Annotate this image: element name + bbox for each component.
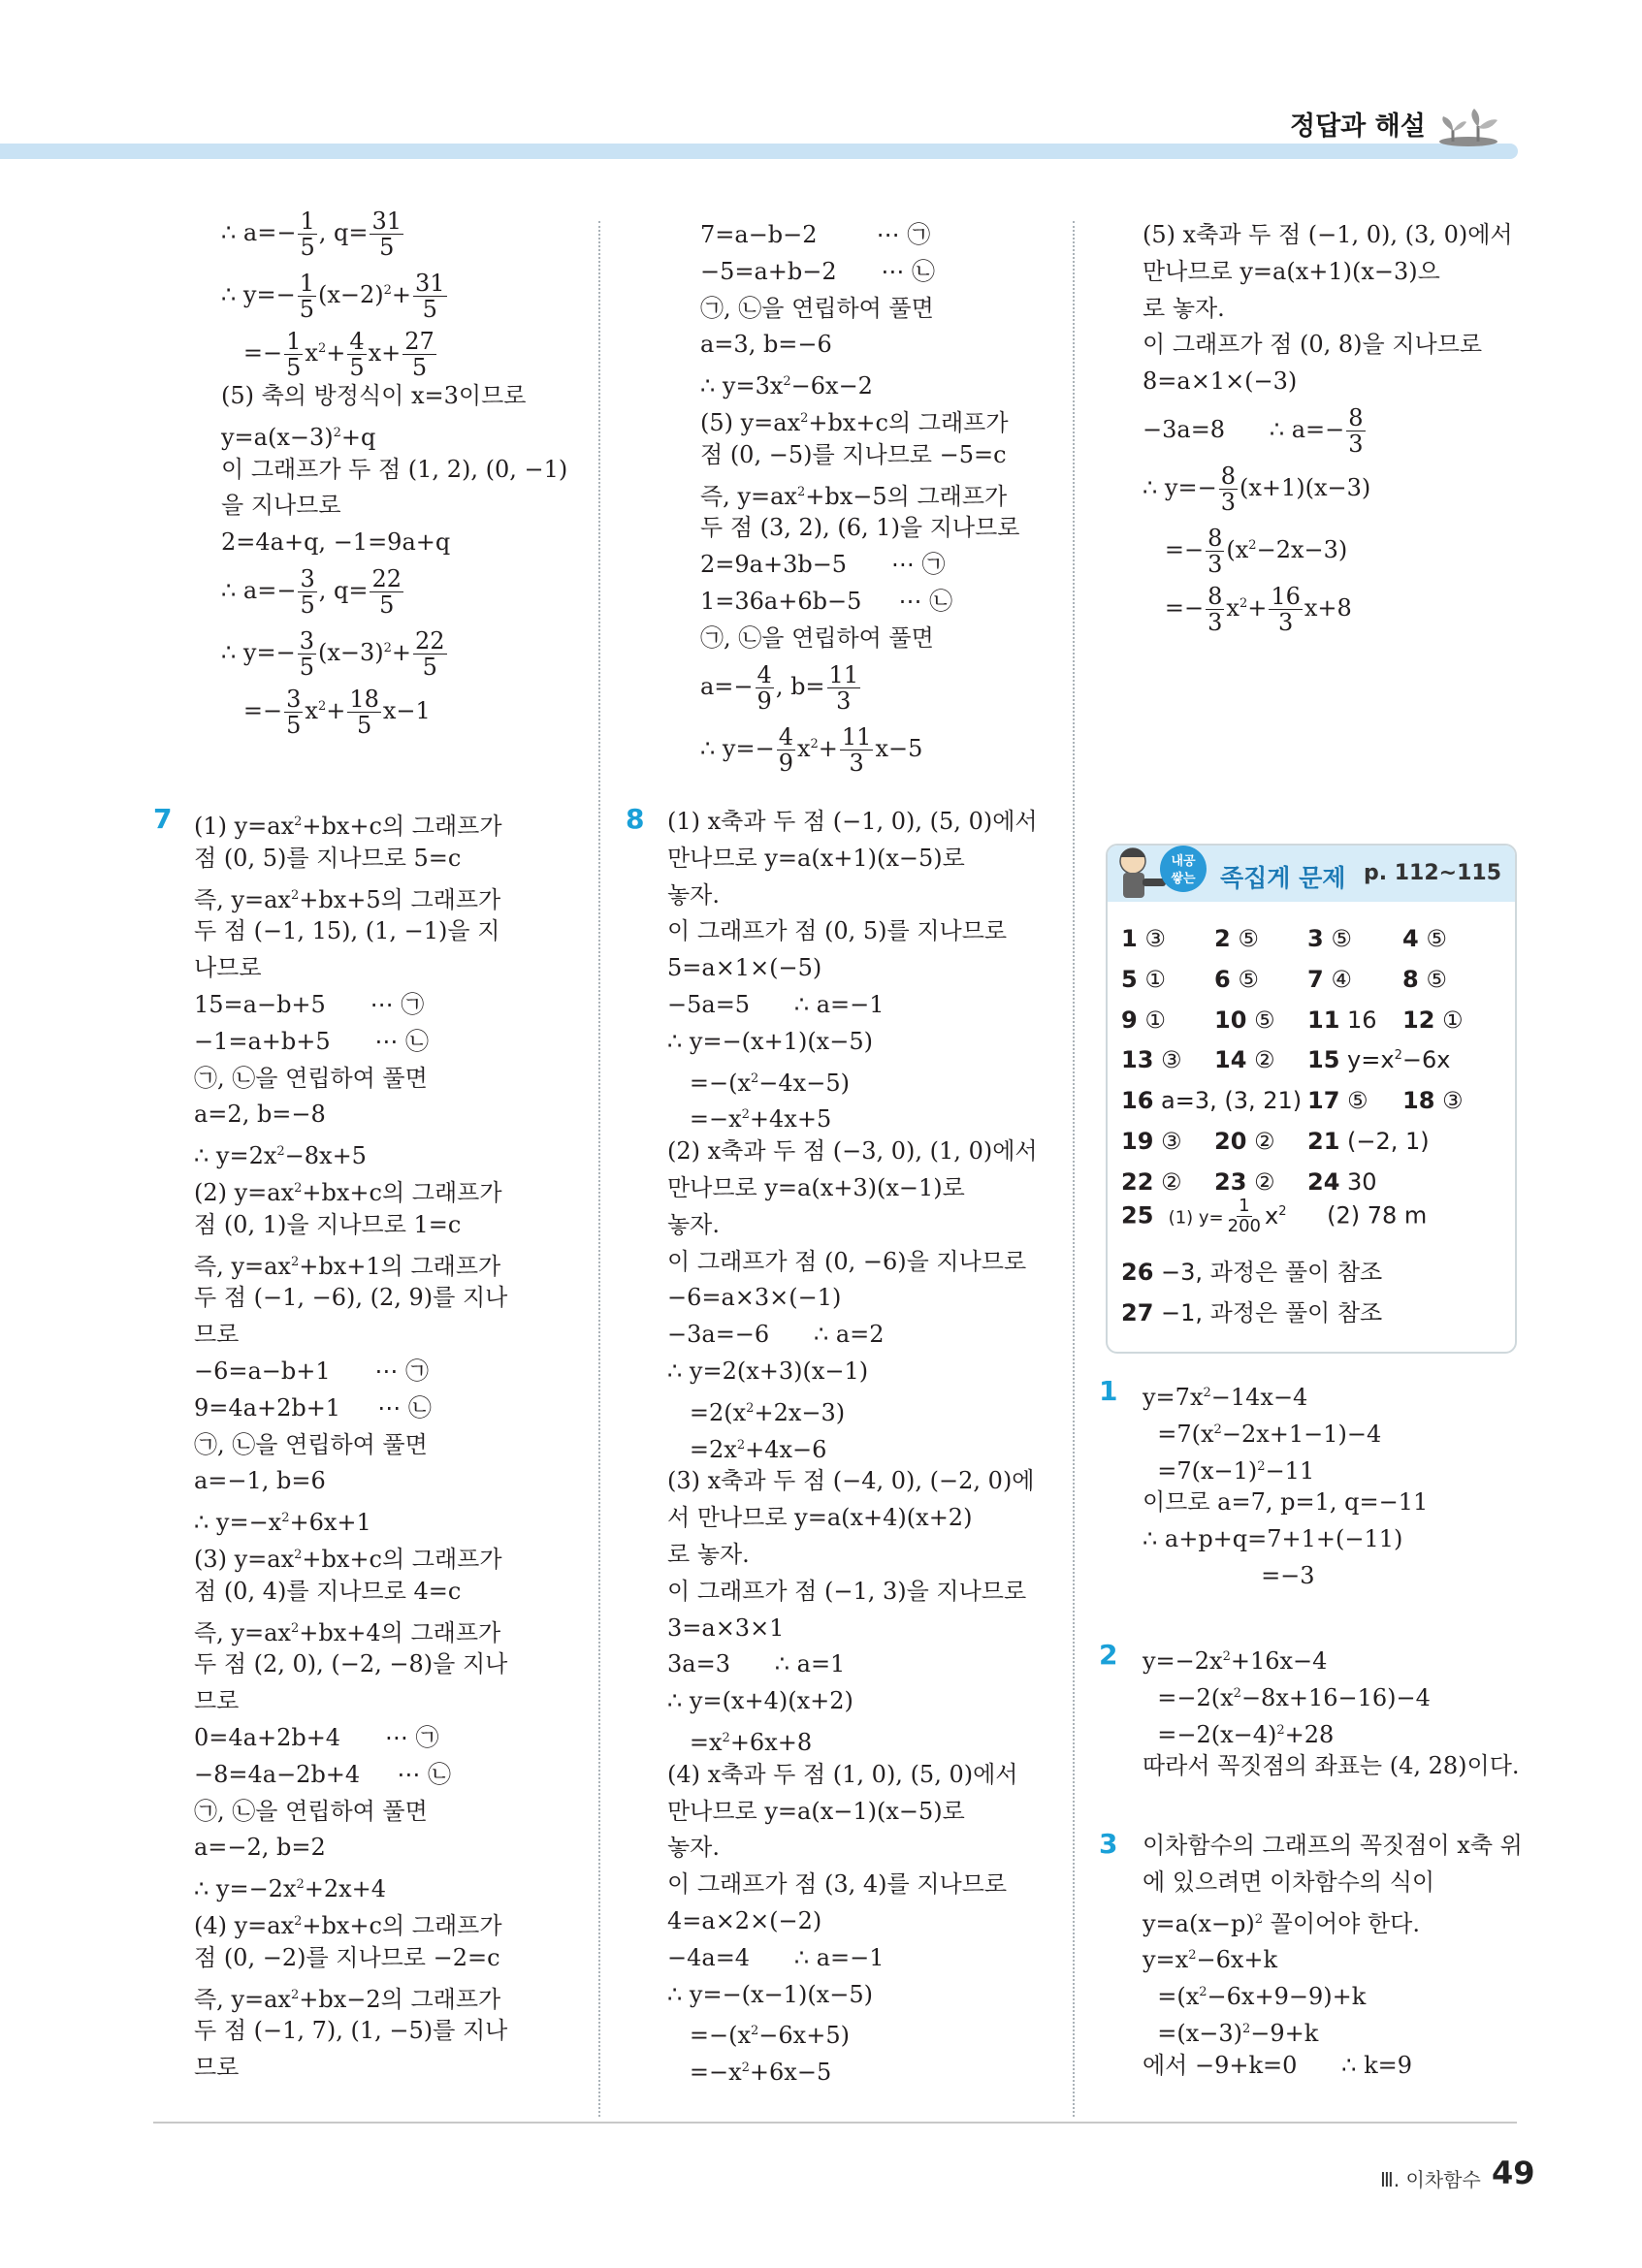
solution-line: (5) $y=ax^2+bx+c$의 그래프가 [700,408,1009,436]
solution-line: $=(x^2-6x+9-9)+k$ [1143,1983,1367,2011]
solution-line: 두 점 (−1, 7), (1, −5)를 지나 [194,2017,508,2045]
solution-line: ∴ y=− $\frac{8}{3}$ (x+1)(x−3) [1143,462,1371,516]
fraction: $\frac{11}{3}$ [841,722,872,777]
solution-number-3: 3 [1099,1828,1118,1860]
column-divider-2 [1073,221,1075,2117]
solution-line: 즉, $y=ax^2+bx+5$의 그래프가 [194,885,501,913]
solution-line: $y=a(x-3)^2+q$ [221,423,376,451]
answer-key-header [1108,846,1515,902]
solution-line: 따라서 꼭짓점의 좌표는 (4, 28)이다. [1143,1752,1520,1780]
solution-line: $=-(x^2-4x-5)$ [667,1069,850,1097]
solution-line: 만나므로 y=a(x+1)(x−5)로 [667,844,965,872]
solution-line: 이 그래프가 점 (0, −6)을 지나므로 [667,1247,1027,1275]
solution-line: $=-x^2+6x-5$ [667,2059,832,2087]
footer-chapter: Ⅲ. 이차함수 [1380,2168,1481,2191]
problem-number-8: 8 [626,803,645,835]
fraction: $\frac{8}{3}$ [1220,462,1236,516]
solution-line: (3) $y=ax^2+bx+c$의 그래프가 [194,1545,502,1573]
fraction: $\frac{4}{9}$ [778,722,793,777]
answer-14: 14 ② [1214,1046,1275,1074]
solution-line: 점 (0, −2)를 지나므로 −2=c [194,1943,500,1971]
solution-line: $=2x^2+4x-6$ [667,1435,827,1463]
footer-rule [153,2122,1517,2124]
solution-continuation-col3 [1143,217,1513,636]
answer-26: 26 −3, 과정은 풀이 참조 [1121,1259,1383,1286]
solution-line: a=2, b=−8 [194,1101,326,1129]
header-title: 정답과 해설 [1290,112,1426,142]
solution-line: −5=a+b−2 ⋯ ㉡ [700,257,936,285]
solution-line: (4) $y=ax^2+bx+c$의 그래프가 [194,1911,502,1939]
solution-line: ∴ $y=3x^2-6x-2$ [700,372,873,400]
solution-line: 로 놓자. [1143,294,1225,322]
solution-line: =− $\frac{3}{5}$ $x^2+$ $\frac{18}{5}$ x−1 [221,685,431,739]
solution-line: ㉠, ㉡을 연립하여 풀면 [700,294,934,322]
solution-line: 에서 −9+k=0 ∴ k=9 [1143,2051,1413,2079]
solution-line: 므로 [194,1687,240,1715]
solution-continuation-col2 [700,217,1020,777]
solution-line: 만나므로 y=a(x−1)(x−5)로 [667,1797,965,1825]
solution-line: (1) $y=ax^2+bx+c$의 그래프가 [194,813,502,840]
answer-13: 13 ③ [1121,1046,1182,1074]
answer-key-title: 족집게 문제 [1220,864,1346,892]
solution-line: ㉠, ㉡을 연립하여 풀면 [194,1064,428,1092]
solution-2 [1143,1639,1520,1785]
solution-line: a=−1, b=6 [194,1467,326,1495]
solution-line: 만나므로 y=a(x+1)(x−3)으 [1143,257,1440,285]
problem-7-solution [194,804,507,2087]
solution-line: −3a=−6 ∴ a=2 [667,1321,885,1349]
solution-line: 9=4a+2b+1 ⋯ ㉡ [194,1393,432,1421]
solution-3 [1143,1828,1523,2085]
answer-key-panel [1106,844,1517,1354]
solution-line: (2) x축과 두 점 (−3, 0), (1, 0)에서 [667,1137,1038,1166]
solution-line: ㉠, ㉡을 연립하여 풀면 [700,623,934,652]
solution-line: 즉, $y=ax^2+bx+1$의 그래프가 [194,1252,501,1280]
solution-line: 놓자. [667,880,720,909]
fraction: $\frac{3}{5}$ [300,564,315,619]
header-bar [0,144,1518,159]
solution-line: 로 놓자. [667,1540,750,1568]
solution-line: ∴ y=2(x+3)(x−1) [667,1357,869,1385]
answer-3: 3 ⑤ [1307,925,1352,952]
solution-line: 점 (0, 5)를 지나므로 5=c [194,844,462,872]
answer-23: 23 ② [1214,1167,1275,1196]
solution-line: 이차함수의 그래프의 꼭짓점이 x축 위 [1143,1832,1523,1859]
answer-9: 9 ① [1121,1006,1166,1034]
solution-line: $y=-2x^2+16x-4$ [1143,1647,1328,1675]
fraction: $\frac{1}{5}$ [286,328,302,381]
solution-line: 두 점 (−1, 15), (1, −1)을 지 [194,917,500,945]
solution-continuation-col1 [221,204,568,739]
answer-8: 8 ⑤ [1402,965,1447,993]
fraction: $\frac{27}{5}$ [404,328,435,381]
solution-line: 2=4a+q, −1=9a+q [221,528,451,557]
solution-line: 점 (0, 1)을 지나므로 1=c [194,1210,462,1238]
column-divider-1 [598,221,600,2117]
answer-2: 2 ⑤ [1214,925,1259,952]
solution-line: (1) x축과 두 점 (−1, 0), (5, 0)에서 [667,808,1038,835]
solution-line: 4=a×2×(−2) [667,1906,822,1934]
solution-line: ∴ a+p+q=7+1+(−11) [1143,1525,1403,1553]
solution-line: $=x^2+6x+8$ [667,1728,813,1756]
fraction: $\frac{8}{3}$ [1207,524,1223,578]
solution-line: 15=a−b+5 ⋯ ㉠ [194,990,425,1018]
solution-line: 만나므로 y=a(x+3)(x−1)로 [667,1173,965,1201]
solution-line: $=7(x-1)^2-11$ [1143,1456,1315,1485]
solution-line: a=− $\frac{4}{9}$ , b= $\frac{11}{3}$ [700,660,859,715]
fraction: $\frac{31}{5}$ [371,208,402,261]
answer-6: 6 ⑤ [1214,965,1259,993]
page-number: 49 [1492,2155,1535,2191]
solution-line: 에 있으려면 이차함수의 식이 [1143,1868,1435,1896]
fraction: $\frac{22}{5}$ [415,626,445,681]
solution-line: −5a=5 ∴ a=−1 [667,990,885,1018]
mascot-icon [1113,844,1216,902]
solution-line: $y=x^2-6x+k$ [1143,1946,1278,1974]
solution-line: 즉, $y=ax^2+bx-2$의 그래프가 [194,1985,501,2013]
solution-line: 놓자. [667,1210,720,1238]
solution-line: 7=a−b−2 ⋯ ㉠ [700,221,931,248]
solution-line: −8=4a−2b+4 ⋯ ㉡ [194,1760,451,1788]
solution-line: −1=a+b+5 ⋯ ㉡ [194,1027,430,1055]
solution-line: −6=a−b+1 ⋯ ㉠ [194,1357,430,1385]
solution-line: ∴ y=− $\frac{4}{9}$ $x^2+$ $\frac{11}{3}$ x−5 [700,722,923,777]
solution-line: $=(x-3)^2-9+k$ [1143,2019,1319,2047]
solution-line: 5=a×1×(−5) [667,954,822,982]
solution-line: ∴ y=− $\frac{3}{5}$ $(x-3)^2+$ $\frac{22}{5}$ [221,626,445,681]
answer-7: 7 ④ [1307,965,1352,993]
solution-line: 므로 [194,1321,240,1349]
solution-line: 이므로 a=7, p=1, q=−11 [1143,1488,1429,1517]
sprout-icon [1433,105,1503,147]
solution-line: ㉠, ㉡을 연립하여 풀면 [194,1430,428,1458]
solution-line: 즉, $y=ax^2+bx-5$의 그래프가 [700,482,1008,510]
fraction: $\frac{22}{5}$ [371,564,402,619]
solution-1 [1143,1375,1428,1595]
solution-line: $=2(x^2+2x-3)$ [667,1398,846,1426]
solution-line: 놓자. [667,1834,720,1862]
fraction: $\frac{4}{9}$ [757,660,772,715]
answer-19: 19 ③ [1121,1128,1182,1155]
solution-line: ∴ a=− $\frac{1}{5}$ , q= $\frac{31}{5}$ [221,208,402,261]
solution-number-1: 1 [1099,1375,1118,1407]
solution-line: 을 지나므로 [221,492,341,520]
fraction: $\frac{4}{5}$ [349,328,365,381]
fraction: $\frac{1}{5}$ [299,270,314,323]
solution-line: −3a=8 ∴ a=− $\frac{8}{3}$ [1143,403,1364,458]
solution-line: (5) 축의 방정식이 x=3이므로 [221,382,527,409]
solution-line: (5) x축과 두 점 (−1, 0), (3, 0)에서 [1143,221,1513,248]
solution-line: ∴ a=− $\frac{3}{5}$ , q= $\frac{22}{5}$ [221,564,402,619]
solution-line: ∴ y=−(x−1)(x−5) [667,1980,873,2008]
solution-line: (2) $y=ax^2+bx+c$의 그래프가 [194,1178,502,1206]
answer-11: 11 16 [1307,1006,1377,1034]
solution-line: =− $\frac{8}{3}$ $(x^2-2x-3)$ [1143,524,1348,578]
fraction: $\frac{18}{5}$ [349,685,379,739]
solution-line: $=-2(x-4)^2+28$ [1143,1720,1335,1748]
solution-line: $y=7x^2-14x-4$ [1143,1384,1308,1411]
solution-line: 0=4a+2b+4 ⋯ ㉠ [194,1723,439,1751]
solution-line: 이 그래프가 점 (−1, 3)을 지나므로 [667,1577,1027,1605]
problem-8-solution [667,804,1038,2087]
answer-24: 24 30 [1307,1167,1377,1196]
solution-line: 3a=3 ∴ a=1 [667,1650,846,1678]
problem-number-7: 7 [153,803,173,835]
solution-line: a=−2, b=2 [194,1834,326,1862]
answer-15: 15 $y=x^2-6x$ [1307,1046,1451,1074]
solution-line: −4a=4 ∴ a=−1 [667,1943,885,1971]
solution-line: ∴ y=− $\frac{1}{5}$ $(x-2)^2+$ $\frac{31}{5}$ [221,270,445,323]
solution-line: =− $\frac{8}{3}$ $x^2+$ $\frac{16}{3}$ x+8 [1143,582,1352,636]
solution-line: ∴ $y=-x^2+6x+1$ [194,1509,371,1537]
answer-12: 12 ① [1402,1006,1464,1034]
solution-line: 이 그래프가 두 점 (1, 2), (0, −1) [221,455,568,483]
badge-bottom-text: 쌓는 [1171,872,1196,886]
answer-17: 17 ⑤ [1307,1087,1368,1115]
solution-line: ㉠, ㉡을 연립하여 풀면 [194,1797,428,1825]
solution-line: (3) x축과 두 점 (−4, 0), (−2, 0)에 [667,1467,1035,1495]
solution-line: $=-(x^2-6x+5)$ [667,2022,850,2050]
answer-key-pages: p. 112~115 [1363,861,1501,885]
solution-line: −6=a×3×(−1) [667,1284,842,1312]
solution-line: 나므로 [194,954,262,982]
answer-21: 21 (−2, 1) [1307,1128,1430,1155]
solution-line: 이 그래프가 점 (0, 5)를 지나므로 [667,917,1008,945]
solution-line: ∴ y=(x+4)(x+2) [667,1687,853,1715]
solution-line: 두 점 (3, 2), (6, 1)을 지나므로 [700,514,1020,542]
answer-5: 5 ① [1121,965,1166,993]
solution-line: $=-2(x^2-8x+16-16)-4$ [1143,1683,1431,1711]
solution-line: 점 (0, −5)를 지나므로 −5=c [700,440,1007,468]
solution-line: 3=a×3×1 [667,1613,785,1642]
solution-line: $=-x^2+4x+5$ [667,1105,832,1134]
solution-number-2: 2 [1099,1639,1118,1671]
solution-line: 즉, $y=ax^2+bx+4$의 그래프가 [194,1618,501,1646]
solution-line: 므로 [194,2054,240,2082]
answer-16: 16 a=3, (3, 21) [1121,1087,1303,1115]
solution-line: 이 그래프가 점 (0, 8)을 지나므로 [1143,331,1483,359]
solution-line: ∴ y=−(x+1)(x−5) [667,1027,873,1055]
solution-line: (4) x축과 두 점 (1, 0), (5, 0)에서 [667,1760,1018,1788]
fraction: $\frac{1}{5}$ [300,208,315,261]
answer-18: 18 ③ [1402,1087,1464,1115]
solution-line: $=7(x^2-2x+1-1)-4$ [1143,1420,1382,1448]
answer-1: 1 ③ [1121,925,1166,952]
fraction: $\frac{31}{5}$ [415,270,445,323]
solution-line: ∴ $y=2x^2-8x+5$ [194,1142,367,1170]
fraction: $\frac{11}{3}$ [828,660,859,715]
solution-line: 1=36a+6b−5 ⋯ ㉡ [700,587,953,615]
answer-4: 4 ⑤ [1402,925,1447,952]
solution-line: a=3, b=−6 [700,331,832,359]
fraction: $\frac{8}{3}$ [1348,403,1364,458]
badge-top-text: 내공 [1171,854,1196,869]
fraction: $\frac{8}{3}$ [1207,582,1223,636]
answer-27: 27 −1, 과정은 풀이 참조 [1121,1299,1383,1326]
solution-line: $y=a(x-p)^2$ 꼴이어야 한다. [1143,1909,1420,1937]
solution-line: 두 점 (−1, −6), (2, 9)를 지나 [194,1284,508,1312]
solution-line: 두 점 (2, 0), (−2, −8)을 지나 [194,1650,508,1678]
fraction: $\frac{3}{5}$ [286,685,302,739]
fraction: $\frac{16}{3}$ [1271,582,1301,636]
solution-line: 이 그래프가 점 (3, 4)를 지나므로 [667,1870,1008,1899]
solution-line: 점 (0, 4)를 지나므로 4=c [194,1577,462,1605]
answer-20: 20 ② [1214,1128,1275,1155]
answer-10: 10 ⑤ [1214,1006,1275,1034]
solution-line: 2=9a+3b−5 ⋯ ㉠ [700,551,946,579]
solution-line: ∴ $y=-2x^2+2x+4$ [194,1875,387,1903]
fraction: $\frac{3}{5}$ [299,626,314,681]
solution-line: =−3 [1143,1561,1315,1589]
solution-line: 8=a×1×(−3) [1143,367,1298,396]
solution-line: =− $\frac{1}{5}$ $x^2+$ $\frac{4}{5}$ x+ $\frac{27}{5}$ [221,328,435,381]
solution-line: 서 만나므로 y=a(x+4)(x+2) [667,1504,973,1532]
answer-22: 22 ② [1121,1167,1182,1196]
answer-25: 25 (1) y= $\frac{1}{200}$ $x^2$ (2) 78 m [1121,1196,1428,1236]
